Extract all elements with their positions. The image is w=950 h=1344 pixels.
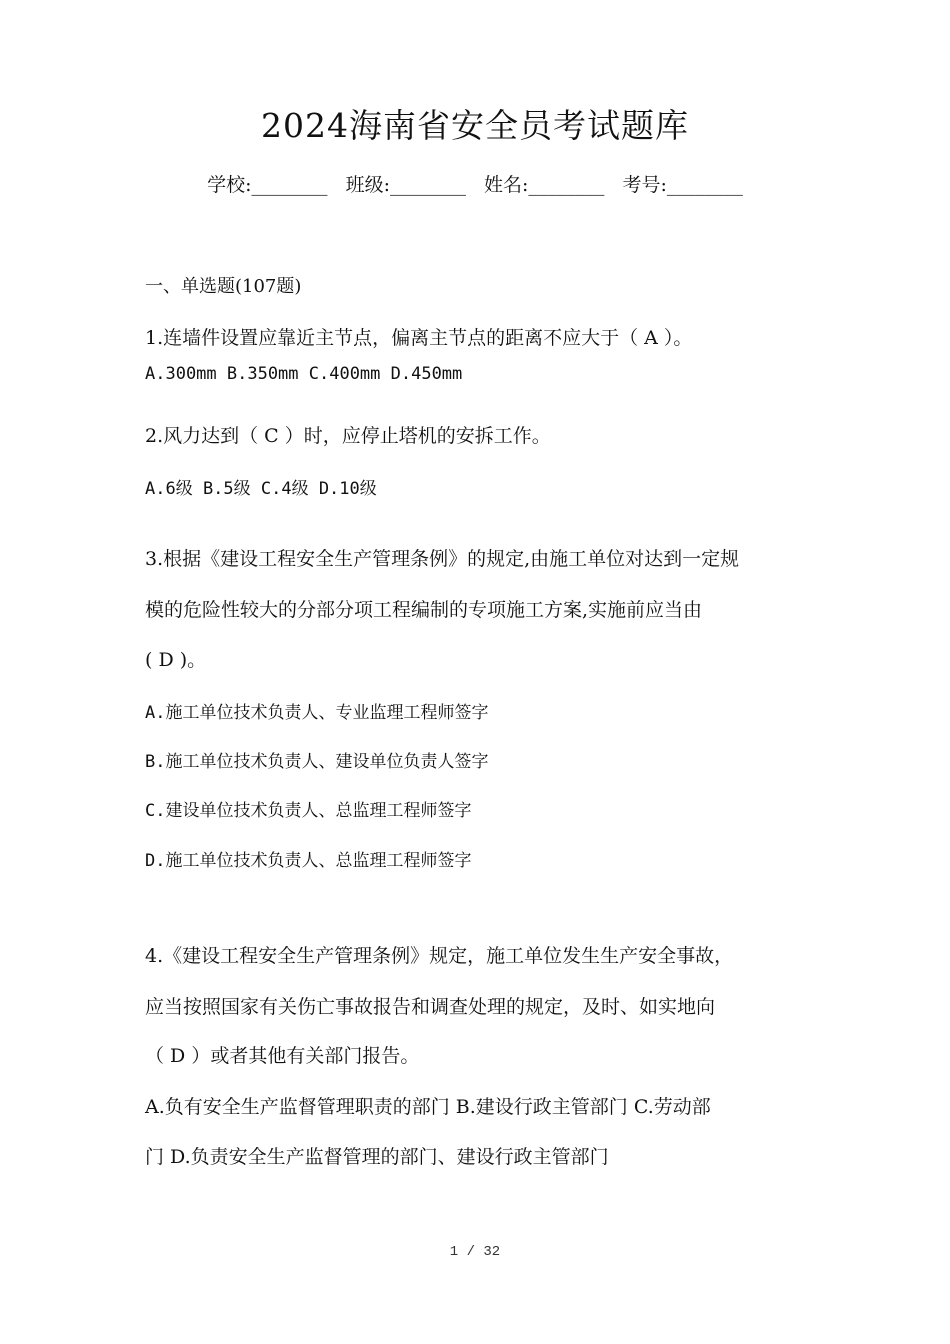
question-3-stem-line-3: ( D )。: [145, 649, 207, 671]
class-field: 班级:________: [345, 174, 466, 196]
document-title: 2024海南省安全员考试题库: [261, 106, 689, 145]
name-field: 姓名:________: [484, 174, 605, 196]
question-3-option-a: A.施工单位技术负责人、专业监理工程师签字: [145, 703, 489, 723]
section-heading: 一、单选题(107题): [145, 276, 302, 297]
student-info-line: [0, 170, 950, 197]
question-2-options: A.6级 B.5级 C.4级 D.10级: [145, 479, 377, 499]
question-4-options-line-1: A.负有安全生产监督管理职责的部门 B.建设行政主管部门 C.劳动部: [145, 1096, 711, 1118]
question-4-stem-line-3: （ D ）或者其他有关部门报告。: [145, 1045, 420, 1067]
question-4-stem-line-1: 4.《建设工程安全生产管理条例》规定，施工单位发生生产安全事故，: [145, 945, 734, 967]
question-3-option-b: B.施工单位技术负责人、建设单位负责人签字: [145, 752, 489, 772]
school-field: 学校:________: [207, 174, 328, 196]
question-1-stem: 1.连墙件设置应靠近主节点，偏离主节点的距离不应大于（ A ）。: [145, 327, 693, 349]
question-1-options: A.300mm B.350mm C.400mm D.450mm: [145, 364, 463, 384]
question-4-options-line-2: 门 D.负责安全生产监督管理的部门、建设行政主管部门: [145, 1146, 609, 1168]
question-3-option-c: C.建设单位技术负责人、总监理工程师签字: [145, 801, 472, 821]
question-4-stem-line-2: 应当按照国家有关伤亡事故报告和调查处理的规定，及时、如实地向: [145, 996, 716, 1018]
exam-number-field: 考号:________: [622, 174, 743, 196]
question-3-stem-line-2: 模的危险性较大的分部分项工程编制的专项施工方案,实施前应当由: [145, 599, 703, 621]
question-3-stem-line-1: 3.根据《建设工程安全生产管理条例》的规定,由施工单位对达到一定规: [145, 548, 740, 570]
question-2-stem: 2.风力达到（ C ）时，应停止塔机的安拆工作。: [145, 425, 551, 447]
question-3-option-d: D.施工单位技术负责人、总监理工程师签字: [145, 851, 472, 871]
page-number: 1 / 32: [449, 1244, 501, 1260]
